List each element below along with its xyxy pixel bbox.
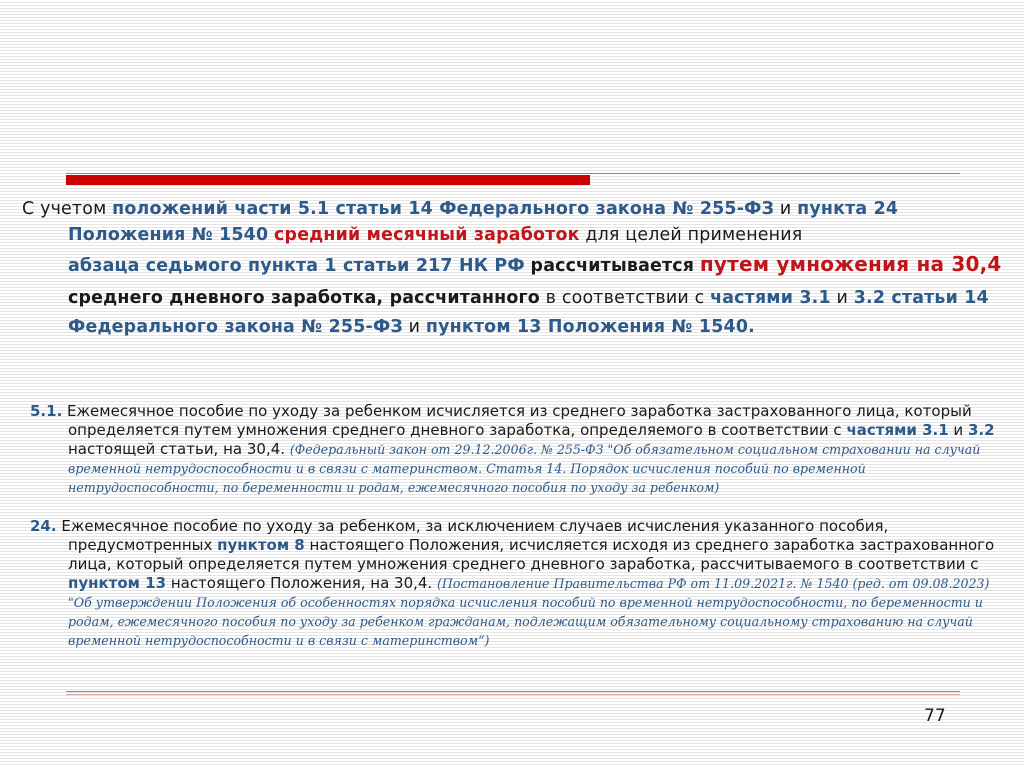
text-span: Ежемесячное пособие по уходу за ребенком исчисляется из среднего заработка застрахованного лица, который определяется путем умножения среднего дневного заработка, определяемого в соответствии с — [62, 402, 972, 439]
top-divider — [66, 173, 960, 174]
text-span: для целей применения — [579, 225, 803, 245]
bottom-divider — [66, 691, 960, 692]
law-reference: 3.2 статьи 14 Федерального закона № 255-ФЗ — [68, 288, 989, 337]
paragraph-number: 5.1. — [30, 402, 63, 420]
text-span: и — [830, 288, 854, 308]
parts-reference: частями 3.1 — [846, 421, 949, 439]
bold-term: среднего дневного заработка, рассчитанного — [68, 288, 540, 308]
highlight-formula: путем умножения на 30,4 — [699, 252, 1002, 276]
page-number: 77 — [924, 706, 946, 726]
parts-reference: частями 3.1 — [710, 288, 831, 308]
quote-article-5-1 — [30, 402, 1003, 497]
point-reference: пунктом 8 — [217, 536, 305, 554]
text-span: и — [774, 199, 798, 219]
regulation-reference: пункта 24 Положения № 1540 — [68, 199, 899, 245]
main-paragraph — [22, 196, 1008, 340]
bottom-divider — [66, 694, 960, 695]
text-span: в соответствии с — [539, 288, 711, 308]
source-citation: (Постановление Правительства РФ от 11.09.2021г. № 1540 (ред. от 09.08.2023) "Об утверждении Положения об особенностях порядка исчисления пособий по временной нетрудоспособности, по беременности и родам, ежемесячного пособия по уходу за ребенком гражданам, подлежащим обязательному социальному страхованию на случай временной нетрудоспособности и в связи с материнством“) — [68, 576, 990, 648]
paragraph-number: 24. — [30, 517, 57, 535]
regulation-reference: пунктом 13 Положения № 1540. — [425, 317, 755, 337]
text-span: С учетом — [22, 199, 113, 219]
text-span: и — [948, 421, 968, 439]
text-span: настоящего Положения, исчисляется исходя из среднего заработка застрахованного лица, который определяется путем умножения среднего дневного заработка, рассчитываемого в соответствии с — [68, 536, 995, 573]
highlight-term: средний месячный заработок — [274, 225, 580, 245]
text-span: Ежемесячное пособие по уходу за ребенком, за исключением случаев исчисления указанного пособия, предусмотренных — [56, 517, 889, 554]
bold-term: рассчитывается — [530, 256, 695, 276]
source-citation: (Федеральный закон от 29.12.2006г. № 255-ФЗ "Об обязательном социальном страховании на случай временной нетрудоспособности и в связи с материнством. Статья 14. Порядок исчисления пособий по временной нетрудоспособности, по беременности и родам, ежемесячного пособия по уходу за ребенком) — [68, 442, 981, 495]
text-span: настоящего Положения, на 30,4. — [166, 574, 437, 592]
red-accent-bar — [66, 175, 590, 185]
tax-code-reference: абзаца седьмого пункта 1 статьи 217 НК РФ — [68, 256, 525, 276]
law-reference: положений части 5.1 статьи 14 Федерального закона № 255-ФЗ — [112, 199, 775, 219]
point-reference: пунктом 13 — [68, 574, 167, 592]
text-span: настоящей статьи, на 30,4. — [68, 440, 290, 458]
parts-reference: 3.2 — [967, 421, 995, 439]
text-span: и — [402, 317, 426, 337]
quote-point-24 — [30, 517, 1003, 650]
